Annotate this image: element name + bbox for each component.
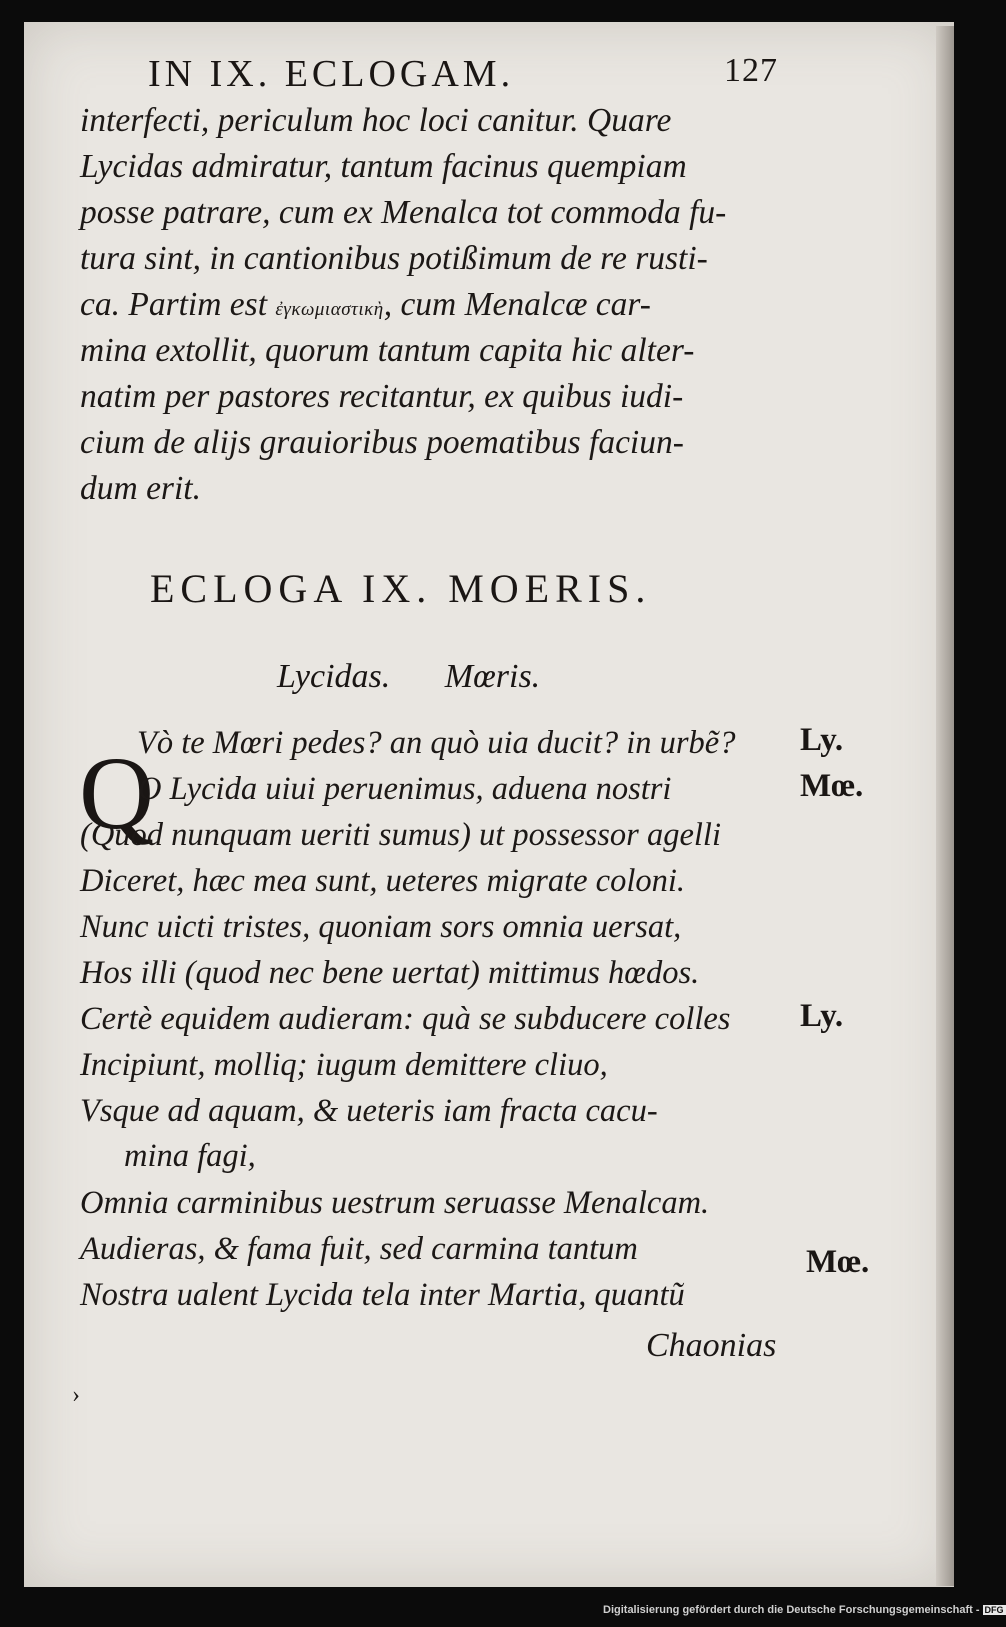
verse-line: Nunc uicti tristes, quoniam sors omnia uersat, xyxy=(80,909,682,945)
running-title: IN IX. ECLOGAM. xyxy=(148,53,515,95)
page-edge xyxy=(936,26,954,1586)
verse-line: Nostra ualent Lycida tela inter Martia, quantũ xyxy=(80,1277,685,1313)
digitization-footer xyxy=(603,1604,1006,1616)
dfg-logo: DFG xyxy=(984,1605,1004,1615)
prose-line: natim per pastores recitantur, ex quibus iudi- xyxy=(80,378,684,415)
drop-cap: Q xyxy=(79,736,155,851)
verse-line: Incipiunt, molliq; iugum demittere cliuo, xyxy=(80,1047,608,1083)
prose-line: posse patrare, cum ex Menalca tot commoda fu- xyxy=(80,194,727,231)
page-number: 127 xyxy=(724,52,778,89)
verse-line: mina fagi, xyxy=(124,1138,256,1174)
verse-line: (Quod nunquam ueriti sumus) ut possessor agelli xyxy=(80,817,721,853)
margin-speaker-ly: Ly. xyxy=(800,722,844,758)
verse-line: O Lycida uiui peruenimus, aduena nostri xyxy=(138,771,672,807)
verse-line: Diceret, hæc mea sunt, ueteres migrate coloni. xyxy=(80,863,686,899)
margin-speaker-moe: Mœ. xyxy=(806,1244,870,1280)
prose-line: interfecti, periculum hoc loci canitur. Quare xyxy=(80,102,672,139)
verse-line: Audieras, & fama fuit, sed carmina tantum xyxy=(80,1231,638,1267)
prose-line-start: ca. Partim est xyxy=(80,286,276,323)
greek-term: ἐγκωμιαστικὴ xyxy=(275,299,384,320)
verse-line: Vsque ad aquam, & ueteris iam fracta cacu- xyxy=(80,1093,658,1129)
speaker-lycidas: Lycidas. xyxy=(277,658,391,695)
prose-line xyxy=(80,282,785,328)
verse-line: Vò te Mœri pedes? an quò uia ducit? in urbẽ? xyxy=(137,725,736,761)
footer-text: Digitalisierung gefördert durch die Deutsche Forschungsgemeinschaft - xyxy=(603,1604,980,1616)
speaker-list xyxy=(277,658,586,696)
commentary-text xyxy=(80,98,785,512)
prose-line-end: , cum Menalcæ car- xyxy=(383,286,651,323)
prose-line: Lycidas admiratur, tantum facinus quempiam xyxy=(80,148,687,185)
verse-line: Omnia carminibus uestrum seruasse Menalcam. xyxy=(80,1185,710,1221)
catchword: Chaonias xyxy=(646,1327,777,1364)
verse-line: Hos illi (quod nec bene uertat) mittimus hœdos. xyxy=(80,955,700,991)
stray-mark: › xyxy=(72,1382,80,1408)
verse-line: Certè equidem audieram: quà se subducere colles xyxy=(80,1001,731,1037)
speaker-moeris: Mœris. xyxy=(444,658,541,695)
eclogue-title: ECLOGA IX. MOERIS. xyxy=(150,566,652,611)
prose-line: cium de alijs grauioribus poematibus faciun- xyxy=(80,424,684,461)
running-header xyxy=(148,52,778,102)
margin-speaker-ly: Ly. xyxy=(800,998,844,1034)
prose-line: dum erit. xyxy=(80,470,201,507)
prose-line: tura sint, in cantionibus potißimum de re rusti- xyxy=(80,240,708,277)
prose-line: mina extollit, quorum tantum capita hic alter- xyxy=(80,332,695,369)
margin-speaker-moe: Mœ. xyxy=(800,768,864,804)
